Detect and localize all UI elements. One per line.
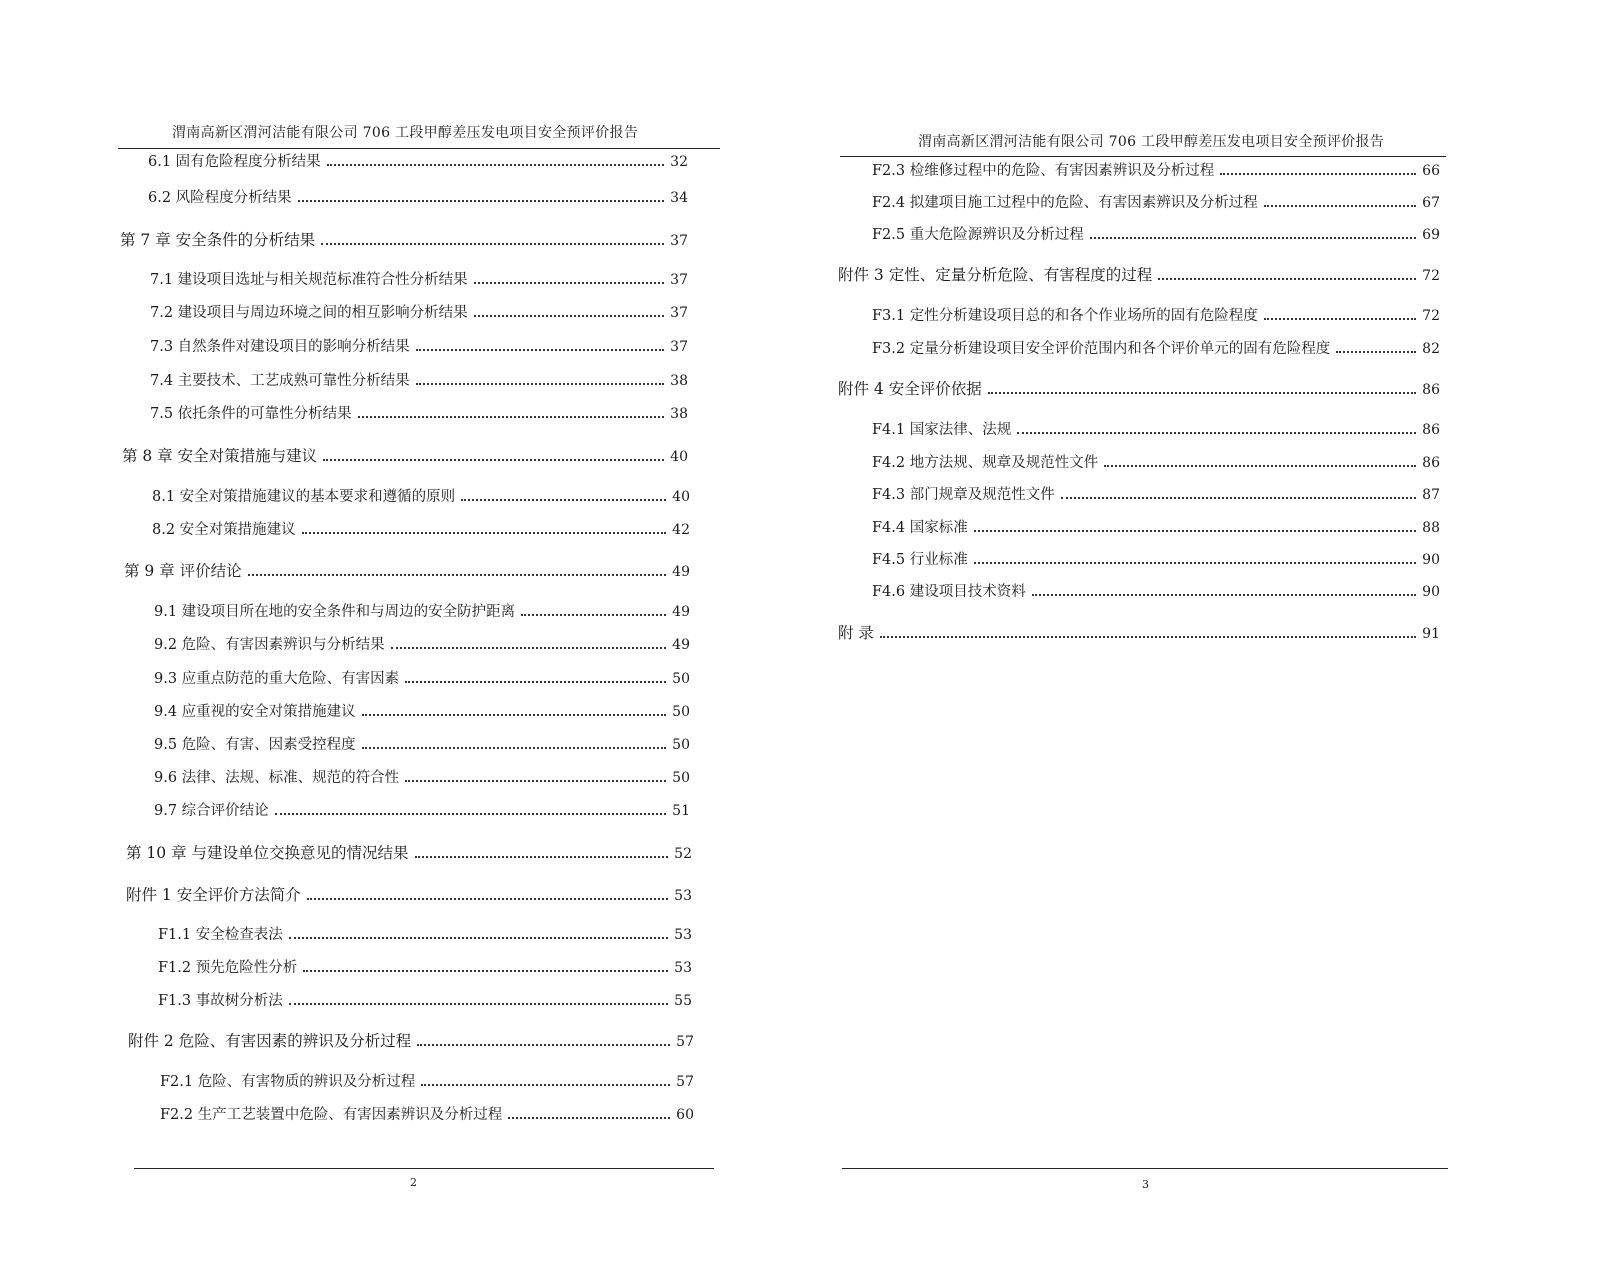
- toc-leader-dots: [1104, 465, 1416, 467]
- toc-entry-page: 57: [676, 1074, 694, 1090]
- toc-entry: [152, 485, 690, 507]
- toc-leader-dots: [415, 856, 669, 858]
- toc-entry-label: F2.1 危险、有害物质的辨识及分析过程: [160, 1074, 416, 1090]
- toc-entry: [872, 223, 1440, 245]
- toc-entry-label: 8.1 安全对策措施建议的基本要求和遵循的原则: [152, 489, 456, 505]
- toc-leader-dots: [988, 392, 1416, 394]
- toc-leader-dots: [327, 164, 665, 166]
- toc-entry-page: 57: [676, 1034, 694, 1050]
- toc-leader-dots: [275, 813, 667, 815]
- toc-entry: [872, 418, 1440, 440]
- toc-entry-label: F4.4 国家标准: [872, 520, 968, 536]
- toc-leader-dots: [362, 714, 667, 716]
- toc-entry-label: F4.6 建设项目技术资料: [872, 584, 1026, 600]
- toc-entry: [148, 186, 688, 208]
- toc-leader-dots: [1264, 205, 1416, 207]
- toc-entry: [872, 548, 1440, 570]
- toc-chapter: [126, 883, 692, 905]
- toc-leader-dots: [289, 937, 668, 939]
- toc-entry-page: 69: [1422, 227, 1440, 243]
- toc-entry-page: 53: [674, 960, 692, 976]
- toc-leader-dots: [508, 1117, 670, 1119]
- toc-entry-page: 40: [672, 489, 690, 505]
- toc-leader-dots: [521, 614, 666, 616]
- toc-leader-dots: [1220, 173, 1416, 175]
- toc-chapter: [838, 621, 1440, 643]
- toc-leader-dots: [289, 1003, 668, 1005]
- toc-entry: [158, 989, 692, 1011]
- toc-entry-label: 附件 1 安全评价方法简介: [126, 886, 301, 904]
- toc-leader-dots: [416, 349, 665, 351]
- toc-entry-page: 38: [670, 406, 688, 422]
- toc-leader-dots: [321, 243, 664, 245]
- toc-entry-page: 60: [676, 1107, 694, 1123]
- toc-leader-dots: [417, 1044, 670, 1046]
- toc-entry: [150, 301, 688, 323]
- toc-entry-page: 86: [1422, 455, 1440, 471]
- toc-leader-dots: [880, 636, 1416, 638]
- toc-entry-label: F1.3 事故树分析法: [158, 993, 283, 1009]
- toc-entry-label: 7.1 建设项目选址与相关规范标准符合性分析结果: [150, 272, 468, 288]
- toc-entry: [148, 150, 688, 172]
- toc-entry-label: 7.2 建设项目与周边环境之间的相互影响分析结果: [150, 305, 468, 321]
- toc-chapter: [122, 444, 688, 466]
- page-number: 3: [1142, 1178, 1149, 1191]
- toc-entry-page: 40: [670, 449, 688, 465]
- toc-leader-dots: [461, 499, 666, 501]
- toc-entry-label: F4.3 部门规章及规范性文件: [872, 487, 1055, 503]
- toc-entry-label: F1.1 安全检查表法: [158, 927, 283, 943]
- toc-entry: [160, 1103, 694, 1125]
- toc-entry-label: F3.2 定量分析建设项目安全评价范围内和各个评价单元的固有危险程度: [872, 341, 1331, 357]
- toc-leader-dots: [416, 383, 665, 385]
- toc-entry-label: F4.1 国家法律、法规: [872, 422, 1012, 438]
- toc-entry-label: 附件 3 定性、定量分析危险、有害程度的过程: [838, 266, 1153, 284]
- toc-entry-label: F1.2 预先危险性分析: [158, 960, 298, 976]
- toc-entry-page: 37: [670, 272, 688, 288]
- footer-rule: [134, 1168, 714, 1169]
- header-rule: [840, 156, 1446, 157]
- toc-entry: [160, 1070, 694, 1092]
- toc-entry-label: F4.2 地方法规、规章及规范性文件: [872, 455, 1099, 471]
- toc-entry: [158, 956, 692, 978]
- toc-entry: [150, 402, 688, 424]
- toc-entry-page: 66: [1422, 163, 1440, 179]
- toc-entry: [154, 600, 690, 622]
- toc-entry: [150, 369, 688, 391]
- toc-entry: [154, 700, 690, 722]
- toc-entry-page: 32: [670, 154, 688, 170]
- header-rule: [118, 148, 720, 149]
- toc-entry-label: 6.1 固有危险程度分析结果: [148, 154, 321, 170]
- toc-entry: [150, 268, 688, 290]
- toc-page-right: [800, 0, 1600, 1284]
- toc-leader-dots: [362, 747, 667, 749]
- toc-entry-page: 86: [1422, 382, 1440, 398]
- toc-entry-label: 第 7 章 安全条件的分析结果: [120, 231, 316, 249]
- toc-entry-page: 50: [672, 704, 690, 720]
- toc-entry: [872, 451, 1440, 473]
- toc-entry-label: 9.3 应重点防范的重大危险、有害因素: [154, 671, 400, 687]
- toc-entry-page: 72: [1422, 308, 1440, 324]
- toc-entry: [154, 633, 690, 655]
- toc-leader-dots: [307, 898, 668, 900]
- toc-chapter: [124, 559, 690, 581]
- toc-entry-label: 9.4 应重视的安全对策措施建议: [154, 704, 356, 720]
- toc-leader-dots: [298, 200, 665, 202]
- toc-entry-page: 49: [672, 604, 690, 620]
- toc-entry-label: 附件 4 安全评价依据: [838, 380, 982, 398]
- toc-chapter: [128, 1029, 694, 1051]
- toc-entry-label: 9.1 建设项目所在地的安全条件和与周边的安全防护距离: [154, 604, 516, 620]
- toc-entry-label: 第 9 章 评价结论: [124, 562, 242, 580]
- toc-entry-page: 49: [672, 564, 690, 580]
- toc-leader-dots: [974, 530, 1416, 532]
- toc-entry: [872, 191, 1440, 213]
- toc-entry: [154, 733, 690, 755]
- toc-leader-dots: [974, 562, 1416, 564]
- toc-entry-label: 9.2 危险、有害因素辨识与分析结果: [154, 637, 385, 653]
- toc-entry: [872, 580, 1440, 602]
- toc-entry: [872, 483, 1440, 505]
- toc-leader-dots: [1158, 278, 1416, 280]
- toc-entry-label: 第 8 章 安全对策措施与建议: [122, 447, 318, 465]
- toc-entry-label: 9.7 综合评价结论: [154, 803, 269, 819]
- toc-entry-label: 7.3 自然条件对建设项目的影响分析结果: [150, 339, 410, 355]
- toc-leader-dots: [303, 970, 668, 972]
- toc-entry-label: F3.1 定性分析建设项目总的和各个作业场所的固有危险程度: [872, 308, 1258, 324]
- toc-entry-page: 37: [670, 305, 688, 321]
- toc-leader-dots: [1090, 237, 1416, 239]
- toc-entry: [872, 516, 1440, 538]
- toc-leader-dots: [405, 681, 666, 683]
- toc-entry-label: 9.5 危险、有害、因素受控程度: [154, 737, 356, 753]
- toc-entry-label: F2.3 检维修过程中的危险、有害因素辨识及分析过程: [872, 163, 1215, 179]
- toc-leader-dots: [1032, 594, 1416, 596]
- toc-entry-page: 55: [674, 993, 692, 1009]
- toc-chapter: [126, 841, 692, 863]
- toc-entry-label: 附件 2 危险、有害因素的辨识及分析过程: [128, 1032, 412, 1050]
- toc-entry-page: 52: [674, 846, 692, 862]
- page-number: 2: [410, 1176, 417, 1189]
- toc-entry-page: 49: [672, 637, 690, 653]
- toc-entry-label: 第 10 章 与建设单位交换意见的情况结果: [126, 844, 409, 862]
- report-header-title: 渭南高新区渭河洁能有限公司 706 工段甲醇差压发电项目安全预评价报告: [918, 134, 1385, 150]
- toc-entry-page: 90: [1422, 584, 1440, 600]
- toc-leader-dots: [1061, 497, 1416, 499]
- toc-entry-label: 9.6 法律、法规、标准、规范的符合性: [154, 770, 400, 786]
- toc-entry-label: 8.2 安全对策措施建议: [152, 522, 296, 538]
- toc-entry-page: 86: [1422, 422, 1440, 438]
- toc-leader-dots: [1264, 318, 1416, 320]
- toc-entry: [152, 518, 690, 540]
- toc-entry: [154, 766, 690, 788]
- toc-leader-dots: [248, 574, 667, 576]
- toc-entry-page: 72: [1422, 268, 1440, 284]
- toc-entry-page: 50: [672, 737, 690, 753]
- toc-leader-dots: [1336, 351, 1416, 353]
- toc-entry-label: F2.2 生产工艺装置中危险、有害因素辨识及分析过程: [160, 1107, 503, 1123]
- toc-leader-dots: [1017, 432, 1416, 434]
- toc-entry-page: 90: [1422, 552, 1440, 568]
- toc-leader-dots: [474, 315, 665, 317]
- toc-entry: [158, 923, 692, 945]
- toc-chapter: [120, 228, 688, 250]
- toc-entry-label: F4.5 行业标准: [872, 552, 968, 568]
- toc-entry: [872, 159, 1440, 181]
- toc-entry-page: 34: [670, 190, 688, 206]
- footer-rule: [842, 1168, 1448, 1169]
- toc-chapter: [838, 377, 1440, 399]
- toc-entry-page: 88: [1422, 520, 1440, 536]
- toc-leader-dots: [302, 532, 667, 534]
- toc-entry-label: F2.4 拟建项目施工过程中的危险、有害因素辨识及分析过程: [872, 195, 1258, 211]
- toc-entry-page: 87: [1422, 487, 1440, 503]
- toc-entry-page: 91: [1422, 626, 1440, 642]
- toc-leader-dots: [474, 282, 665, 284]
- toc-entry-label: F2.5 重大危险源辨识及分析过程: [872, 227, 1084, 243]
- toc-entry-page: 53: [674, 927, 692, 943]
- toc-leader-dots: [405, 780, 666, 782]
- toc-entry-page: 53: [674, 888, 692, 904]
- toc-entry: [150, 335, 688, 357]
- toc-entry: [154, 799, 690, 821]
- toc-entry-label: 附 录: [838, 624, 874, 642]
- toc-entry: [872, 304, 1440, 326]
- toc-entry-label: 6.2 风险程度分析结果: [148, 190, 292, 206]
- toc-leader-dots: [358, 416, 665, 418]
- toc-entry-page: 67: [1422, 195, 1440, 211]
- toc-entry-page: 51: [672, 803, 690, 819]
- toc-entry-page: 42: [672, 522, 690, 538]
- toc-leader-dots: [323, 459, 664, 461]
- toc-entry-page: 82: [1422, 341, 1440, 357]
- toc-entry-page: 37: [670, 339, 688, 355]
- toc-entry-page: 50: [672, 671, 690, 687]
- report-header-title: 渭南高新区渭河洁能有限公司 706 工段甲醇差压发电项目安全预评价报告: [172, 125, 639, 141]
- toc-leader-dots: [391, 647, 667, 649]
- toc-entry: [154, 667, 690, 689]
- toc-entry-label: 7.5 依托条件的可靠性分析结果: [150, 406, 352, 422]
- toc-leader-dots: [421, 1084, 670, 1086]
- toc-chapter: [838, 263, 1440, 285]
- toc-entry: [872, 337, 1440, 359]
- toc-entry-page: 37: [670, 233, 688, 249]
- toc-entry-page: 50: [672, 770, 690, 786]
- toc-entry-page: 38: [670, 373, 688, 389]
- toc-entry-label: 7.4 主要技术、工艺成熟可靠性分析结果: [150, 373, 410, 389]
